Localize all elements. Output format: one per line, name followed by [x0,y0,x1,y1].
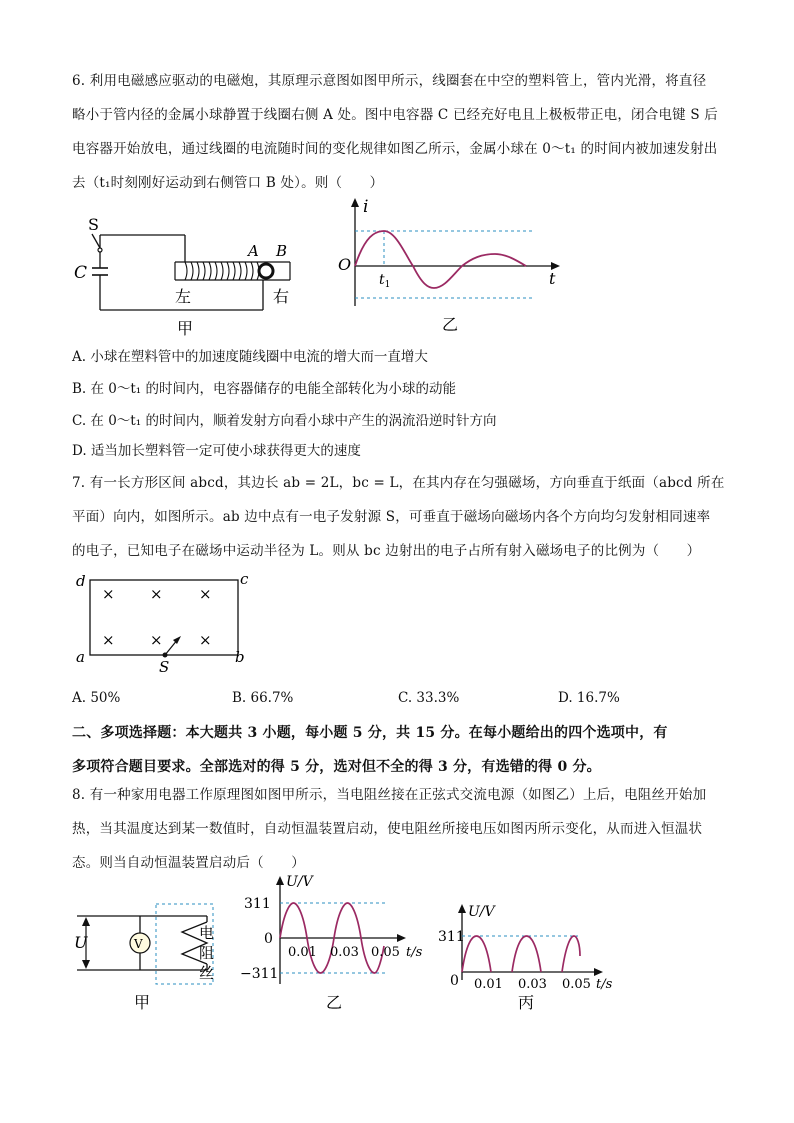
q8-figure-yi [236,872,436,1022]
b-field-mark: × [102,631,115,649]
q6-figure-jia [70,210,310,340]
label-resistor-1: 电 [199,924,215,942]
caption-jia: 甲 [177,319,194,338]
label-t: t [549,269,556,288]
axis-label-u-bing: U/V [468,904,495,920]
label-t1: $t_1$ [379,272,391,290]
caption-jia-q8: 甲 [134,993,151,1012]
b-field-mark: × [102,585,115,603]
q6-stem [72,64,722,200]
tick-0-bing: 0 [450,973,459,989]
tick-t1: 0.01 [288,945,317,960]
label-a: a [76,648,85,666]
tick-311-bing: 311 [438,929,465,945]
tick-t3: 0.05 [371,945,400,960]
q7-stem [72,466,725,568]
caption-yi: 乙 [442,315,459,334]
b-field-mark: × [150,631,163,649]
q6-line2: 略小于管内径的金属小球静置于线圈右侧 A 处。图中电容器 C 已经充好电且上极板带正电，闭合电键 S 后 [72,107,718,123]
section2-line2: 多项符合题目要求。全部选对的得 5 分，选对但不全的得 3 分，有选错的得 0 分。 [72,759,601,775]
label-source-S: S [159,658,170,676]
tick-t1-bing: 0.01 [474,977,503,992]
label-resistor-2: 阻 [199,944,215,962]
tick-311: 311 [244,896,271,912]
tick-t3-bing: 0.05 [562,977,591,992]
tick-t2: 0.03 [330,945,359,960]
q8-figure-jia [72,890,232,1015]
label-U: U [74,933,88,952]
label-B: B [276,242,288,260]
axis-label-t-bing: t/s [596,977,613,992]
label-origin: O [338,255,352,274]
caption-bing: 丙 [518,993,535,1012]
axis-label-t: t/s [406,945,423,960]
label-A: A [248,242,259,260]
section2-line1: 二、多项选择题：本大题共 3 小题，每小题 5 分，共 15 分。在每小题给出的四个选项中，有 [72,725,668,741]
q7-option-c[interactable]: C. 33.3% [398,690,460,706]
q8-line2: 热，当其温度达到某一数值时，自动恒温装置启动，使电阻丝所接电压如图丙所示变化，从而进入恒温状 [72,821,703,837]
label-b: b [235,648,245,666]
section2-heading [72,716,722,784]
q6-option-c[interactable]: C. 在 0～t₁ 的时间内，顺着发射方向看小球中产生的涡流沿逆时针方向 [72,413,497,429]
q7-option-d[interactable]: D. 16.7% [558,690,620,706]
label-i: i [363,197,369,217]
label-S: S [88,215,99,234]
q6-line1: 6. 利用电磁感应驱动的电磁炮，其原理示意图如图甲所示，线圈套在中空的塑料管上，管内光滑，将直径 [72,73,707,89]
q6-line4: 去（t₁时刻刚好运动到右侧管口 B 处）。则（ ） [72,175,384,191]
q6-option-d[interactable]: D. 适当加长塑料管一定可使小球获得更大的速度 [72,443,361,459]
b-field-mark: × [150,585,163,603]
label-d: d [76,572,86,590]
q8-line3: 态。则当自动恒温装置启动后（ ） [72,855,305,871]
label-left: 左 [175,287,192,306]
q7-figure [72,568,262,680]
tick-0: 0 [264,931,273,947]
q6-option-a[interactable]: A. 小球在塑料管中的加速度随线圈中电流的增大而一直增大 [72,349,428,365]
b-field-mark: × [199,631,212,649]
label-resistor-3: 丝 [199,964,215,982]
q7-line1: 7. 有一长方形区间 abcd，其边长 ab = 2L，bc = L，在其内存在匀强磁场，方向垂直于纸面（abcd 所在 [72,475,725,491]
q8-figure-bing [438,900,628,1015]
q7-line2: 平面）向内，如图所示。ab 边中点有一电子发射源 S，可垂直于磁场向磁场内各个方向均匀发射相同速率 [72,509,711,525]
q7-option-b[interactable]: B. 66.7% [232,690,294,706]
tick-t2-bing: 0.03 [518,977,547,992]
label-C: C [74,263,88,283]
b-field-mark: × [199,585,212,603]
q8-line1: 8. 有一种家用电器工作原理图如图甲所示，当电阻丝接在正弦式交流电源（如图乙）上后，电阻丝开始加 [72,787,707,803]
label-c: c [240,570,249,588]
q8-stem [72,778,722,880]
voltmeter-icon: V [134,937,143,951]
axis-label-u: U/V [286,874,313,890]
label-right: 右 [273,287,290,306]
tick-neg-311: −311 [240,966,279,982]
q6-option-b[interactable]: B. 在 0～t₁ 的时间内，电容器储存的电能全部转化为小球的动能 [72,381,457,397]
q7-option-a[interactable]: A. 50% [72,690,121,706]
caption-yi-q8: 乙 [326,993,343,1012]
q6-line3: 电容器开始放电，通过线圈的电流随时间的变化规律如图乙所示，金属小球在 0～t₁ 的时间内被加速发射出 [72,141,718,157]
q6-figure-yi [330,196,570,336]
q7-line3: 的电子，已知电子在磁场中运动半径为 L。则从 bc 边射出的电子占所有射入磁场电子的比例为（ ） [72,543,701,559]
